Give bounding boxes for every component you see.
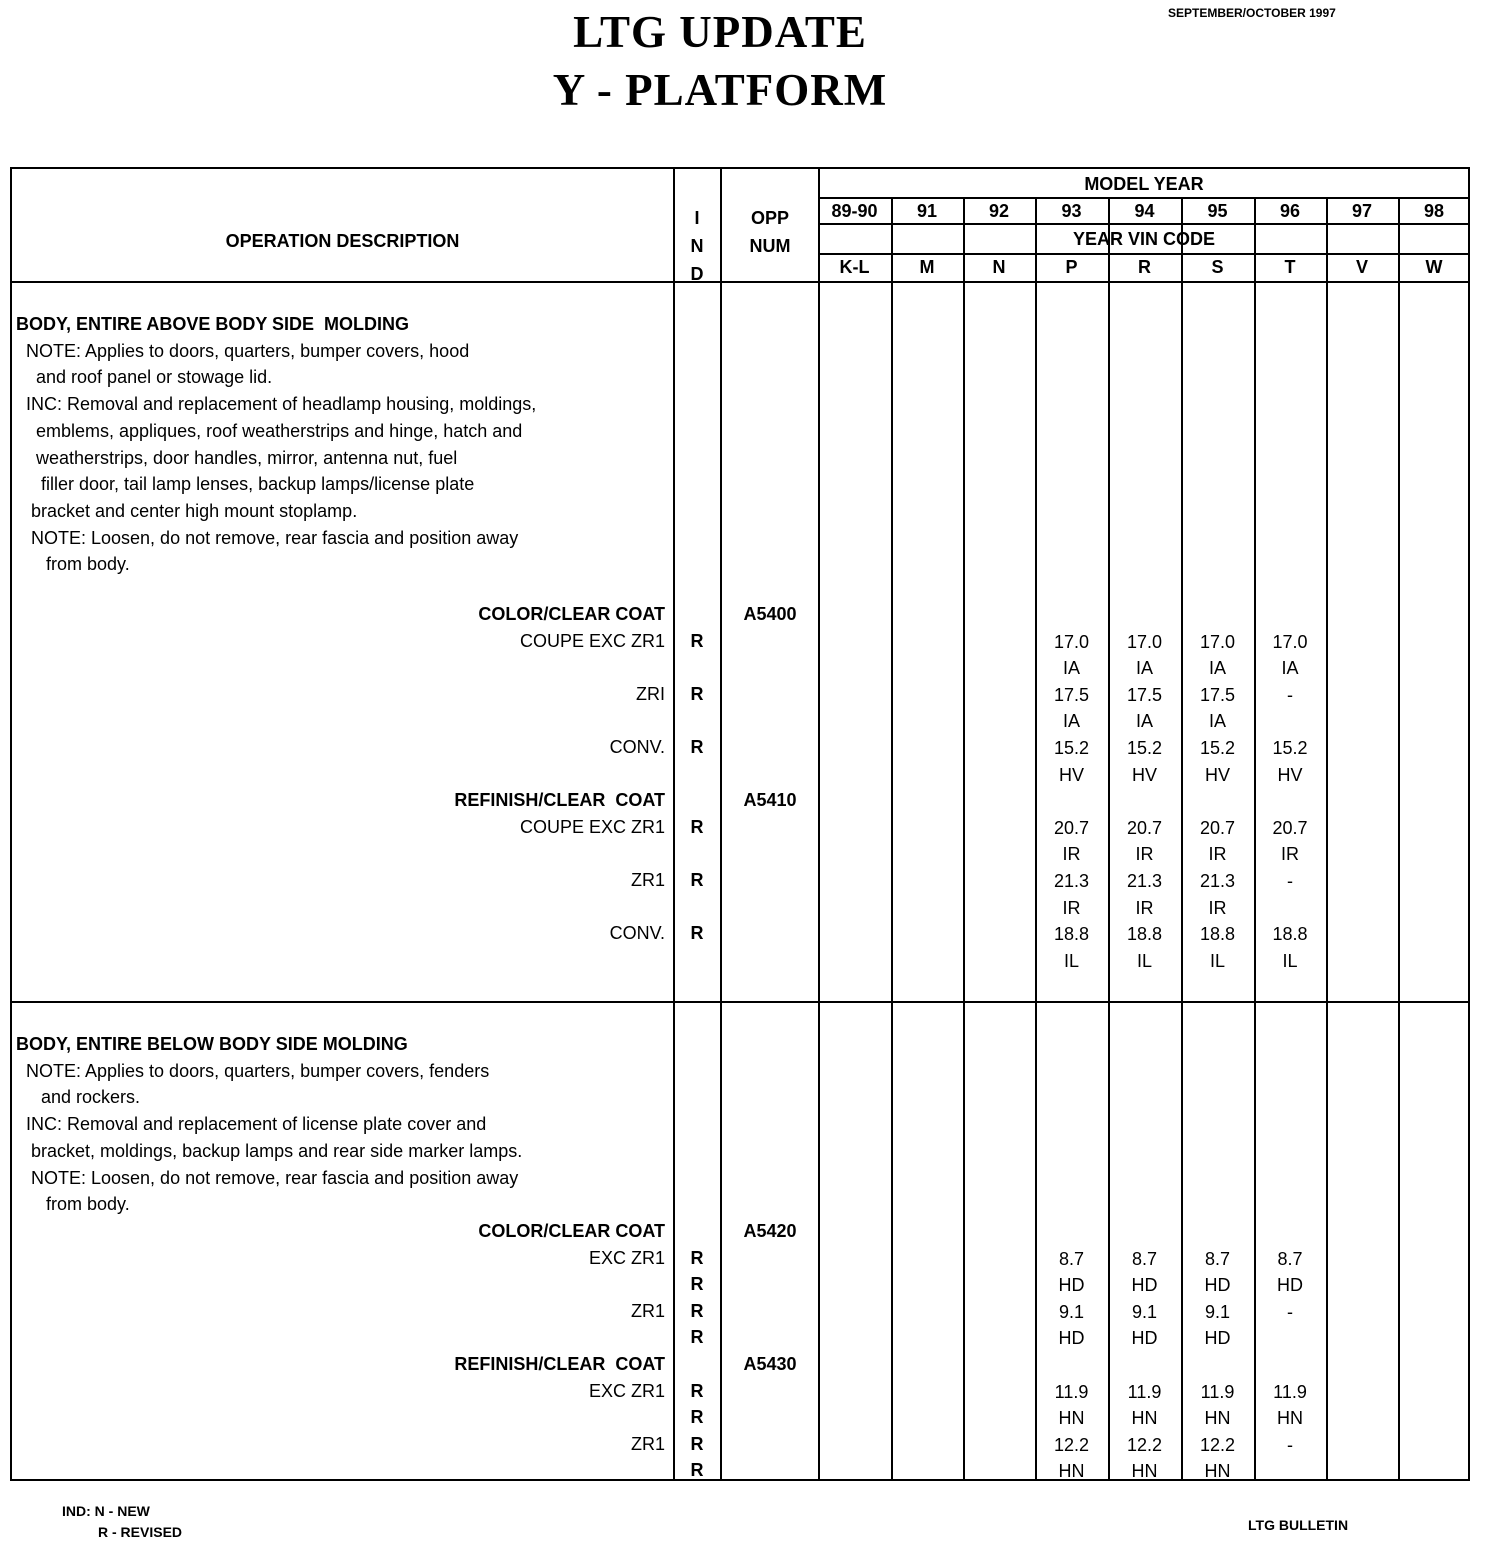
description-line: bracket, moldings, backup lamps and rear side marker lamps. (16, 1140, 523, 1161)
vin-code-cell: K-L (839, 257, 870, 277)
operation-label: REFINISH/CLEAR COAT (454, 790, 665, 811)
operation-label: CONV. (609, 923, 665, 944)
labor-time-cell: HN (1277, 1408, 1303, 1429)
labor-time-cell: 17.0 (1053, 631, 1090, 652)
description-line: and rockers. (16, 1087, 141, 1108)
divider (1398, 199, 1400, 1479)
divider (963, 199, 965, 1479)
description-line: weatherstrips, door handles, mirror, antenna nut, fuel (16, 447, 458, 468)
section2-description (16, 1031, 522, 1218)
labor-time-cell: HN (1131, 1408, 1158, 1429)
ind-header-d: D (690, 264, 704, 284)
year-header-cell: 94 (1134, 201, 1155, 221)
labor-time-cell: 20.7 (1126, 817, 1163, 838)
labor-time-cell: 15.2 (1199, 738, 1236, 758)
year-header-cell: 92 (988, 201, 1010, 221)
labor-time-cell: HD (1204, 1275, 1231, 1296)
divider (818, 169, 820, 1479)
vin-code-cell: T (1284, 257, 1296, 277)
vin-code-cell: W (1425, 257, 1443, 277)
labor-time-cell: 12.2 (1126, 1434, 1163, 1455)
divider (12, 281, 1470, 283)
description-line: INC: Removal and replacement of headlamp housing, moldings, (16, 394, 537, 415)
labor-time-cell: 15.2 (1272, 738, 1308, 758)
labor-time-cell: 15.2 (1053, 738, 1090, 758)
year-vin-code-header: YEAR VIN CODE (1072, 229, 1216, 249)
opp-number: A5400 (743, 604, 797, 624)
labor-time-cell: 21.3 (1199, 871, 1236, 891)
operation-label: ZR1 (630, 1300, 665, 1321)
labor-time-cell: 11.9 (1127, 1381, 1162, 1402)
labor-time-cell: 17.5 (1053, 684, 1090, 705)
labor-time-cell: - (1287, 1301, 1293, 1322)
description-line: BODY, ENTIRE ABOVE BODY SIDE MOLDING (16, 314, 410, 334)
ind-code: R (690, 1327, 704, 1348)
description-line: filler door, tail lamp lenses, backup lamps/license plate (16, 474, 475, 495)
ind-code: R (690, 1460, 704, 1481)
labor-time-cell: HV (1204, 764, 1230, 785)
labor-time-cell: 21.3 (1053, 871, 1090, 891)
title-line1: LTG UPDATE (573, 7, 867, 57)
ind-code: R (690, 1380, 704, 1401)
divider (818, 223, 1470, 225)
labor-time-cell: 20.7 (1199, 817, 1236, 838)
ind-code: R (690, 683, 704, 704)
labor-time-cell: HN (1131, 1461, 1158, 1482)
description-line: BODY, ENTIRE BELOW BODY SIDE MOLDING (16, 1034, 408, 1054)
vin-code-cell: N (992, 257, 1006, 277)
ind-legend-new: IND: N - NEW (62, 1503, 150, 1519)
description-line: INC: Removal and replacement of license plate cover and (16, 1114, 487, 1135)
labor-time-cell: HN (1204, 1461, 1231, 1482)
year-header-cell: 98 (1423, 201, 1445, 221)
ind-code: R (690, 870, 704, 890)
year-header-cell: 91 (916, 201, 938, 221)
labor-time-cell: IL (1136, 950, 1152, 971)
labor-time-cell: 18.8 (1126, 924, 1163, 945)
labor-time-cell: IA (1281, 658, 1299, 679)
ind-code: R (690, 1274, 704, 1295)
bulletin-date: SEPTEMBER/OCTOBER 1997 (1168, 6, 1336, 20)
year-header-cell: 97 (1351, 201, 1373, 221)
labor-time-cell: 17.5 (1126, 684, 1163, 705)
labor-time-cell: IR (1062, 844, 1081, 865)
divider (1326, 199, 1328, 1479)
labor-time-cell: IL (1209, 950, 1225, 971)
labor-time-cell: 17.0 (1272, 631, 1308, 652)
labor-time-cell: IR (1208, 897, 1227, 918)
description-line: NOTE: Loosen, do not remove, rear fascia and position away (16, 527, 519, 548)
labor-time-cell: 9.1 (1058, 1301, 1085, 1322)
labor-time-cell: HV (1131, 764, 1157, 785)
ind-header-n: N (690, 236, 704, 256)
labor-time-cell: IR (1062, 897, 1081, 918)
vin-code-cell: R (1138, 257, 1151, 277)
operation-label: COUPE EXC ZR1 (519, 630, 665, 651)
labor-time-cell: 12.2 (1053, 1434, 1090, 1455)
labor-time-cell: 15.2 (1126, 738, 1163, 758)
labor-time-cell: IL (1063, 950, 1079, 971)
labor-time-cell: HD (1058, 1328, 1085, 1349)
ind-code: R (690, 1247, 704, 1268)
labor-time-cell: IL (1282, 950, 1298, 971)
ltg-bulletin-label: LTG BULLETIN (1248, 1517, 1349, 1533)
labor-time-cell: - (1287, 871, 1293, 891)
labor-time-cell: HD (1131, 1275, 1158, 1296)
labor-time-cell: HD (1131, 1328, 1158, 1349)
operation-label: EXC ZR1 (588, 1247, 665, 1268)
ind-code: R (690, 630, 704, 651)
model-year-header: MODEL YEAR (1084, 174, 1204, 194)
year-header-cell: 95 (1207, 201, 1228, 221)
description-line: and roof panel or stowage lid. (16, 367, 273, 388)
operation-label: ZR1 (630, 870, 665, 890)
vin-code-cell: S (1211, 257, 1224, 277)
ind-code: R (690, 923, 704, 944)
labor-time-cell: IA (1208, 658, 1226, 679)
description-line: from body. (16, 1194, 130, 1215)
labor-time-cell: IR (1135, 844, 1154, 865)
labor-time-cell: - (1287, 684, 1293, 705)
vin-code-cell: P (1065, 257, 1078, 277)
labor-time-cell: 17.0 (1126, 631, 1163, 652)
labor-time-cell: IA (1208, 711, 1226, 732)
ind-code: R (690, 816, 704, 837)
labor-time-cell: IR (1135, 897, 1154, 918)
labor-time-cell: 9.1 (1204, 1301, 1231, 1322)
labor-time-cell: 17.0 (1199, 631, 1236, 652)
opp-number: A5430 (743, 1354, 797, 1374)
labor-time-cell: HN (1204, 1408, 1231, 1429)
labor-time-table (10, 167, 1470, 1481)
labor-time-cell: IA (1135, 711, 1153, 732)
labor-time-cell: 9.1 (1131, 1301, 1158, 1322)
labor-time-cell: 8.7 (1058, 1248, 1085, 1269)
labor-time-cell: 11.9 (1200, 1381, 1235, 1402)
labor-time-cell: IA (1062, 658, 1080, 679)
labor-time-cell: 8.7 (1277, 1248, 1303, 1269)
vin-code-cell: V (1355, 257, 1368, 277)
labor-time-cell: 8.7 (1131, 1248, 1158, 1269)
ind-header-i: I (694, 208, 700, 228)
labor-time-cell: 20.7 (1053, 817, 1090, 838)
labor-time-cell: 20.7 (1272, 817, 1308, 838)
operation-label: COUPE EXC ZR1 (519, 816, 665, 837)
labor-time-cell: HN (1058, 1408, 1085, 1429)
ind-header (674, 204, 720, 288)
labor-time-cell: 11.9 (1054, 1381, 1089, 1402)
opp-num-header (722, 204, 818, 260)
labor-time-cell: IR (1208, 844, 1227, 865)
labor-time-cell: 12.2 (1199, 1434, 1236, 1455)
labor-time-cell: IR (1281, 844, 1299, 865)
divider (818, 197, 1470, 199)
labor-time-cell: HD (1058, 1275, 1085, 1296)
operation-label: COLOR/CLEAR COAT (478, 1221, 665, 1241)
description-line: NOTE: Applies to doors, quarters, bumper covers, hood (16, 340, 470, 361)
description-line: NOTE: Applies to doors, quarters, bumper covers, fenders (16, 1060, 490, 1081)
divider (720, 169, 722, 1479)
year-header-cell: 93 (1061, 201, 1082, 221)
divider (818, 253, 1470, 255)
labor-time-cell: 18.8 (1272, 924, 1308, 945)
section-divider (12, 1001, 1470, 1003)
year-header-cell: 89-90 (831, 201, 878, 221)
labor-time-cell: - (1287, 1434, 1293, 1455)
section1-description (16, 311, 536, 578)
description-line: bracket and center high mount stoplamp. (16, 500, 358, 521)
opp-header-line2: NUM (749, 236, 791, 256)
labor-time-cell: 18.8 (1053, 924, 1090, 945)
labor-time-cell: HN (1058, 1461, 1085, 1482)
operation-label: ZRI (636, 683, 665, 704)
labor-time-cell: 11.9 (1273, 1381, 1307, 1402)
vin-code-cell: M (919, 257, 935, 277)
labor-time-cell: 21.3 (1126, 871, 1163, 891)
description-line: from body. (16, 554, 130, 575)
divider (891, 199, 893, 1479)
ind-code: R (690, 1407, 704, 1428)
description-line: NOTE: Loosen, do not remove, rear fascia and position away (16, 1167, 519, 1188)
labor-time-cell: IA (1135, 658, 1153, 679)
ind-legend-revised: R - REVISED (98, 1524, 183, 1540)
opp-number: A5420 (743, 1221, 797, 1241)
description-line: emblems, appliques, roof weatherstrips and hinge, hatch and (16, 420, 523, 441)
labor-time-cell: HV (1058, 764, 1084, 785)
labor-time-cell: IA (1062, 711, 1080, 732)
operation-label: REFINISH/CLEAR COAT (454, 1354, 665, 1374)
title-line2: Y - PLATFORM (552, 65, 888, 115)
ind-code: R (690, 1300, 704, 1321)
opp-header-line1: OPP (750, 208, 789, 228)
labor-time-cell: 8.7 (1204, 1248, 1231, 1269)
opp-number: A5410 (743, 790, 797, 811)
labor-time-cell: 18.8 (1199, 924, 1236, 945)
ind-code: R (690, 1433, 704, 1454)
labor-time-cell: HD (1277, 1275, 1303, 1296)
operation-label: EXC ZR1 (588, 1380, 665, 1401)
year-header-cell: 96 (1279, 201, 1301, 221)
labor-time-cell: HV (1277, 764, 1303, 785)
ind-code: R (690, 737, 704, 757)
labor-time-cell: 17.5 (1199, 684, 1236, 705)
operation-description-header: OPERATION DESCRIPTION (225, 231, 460, 251)
labor-time-cell: HD (1204, 1328, 1231, 1349)
operation-label: ZR1 (630, 1433, 665, 1454)
operation-label: CONV. (609, 737, 665, 757)
operation-label: COLOR/CLEAR COAT (478, 604, 665, 624)
